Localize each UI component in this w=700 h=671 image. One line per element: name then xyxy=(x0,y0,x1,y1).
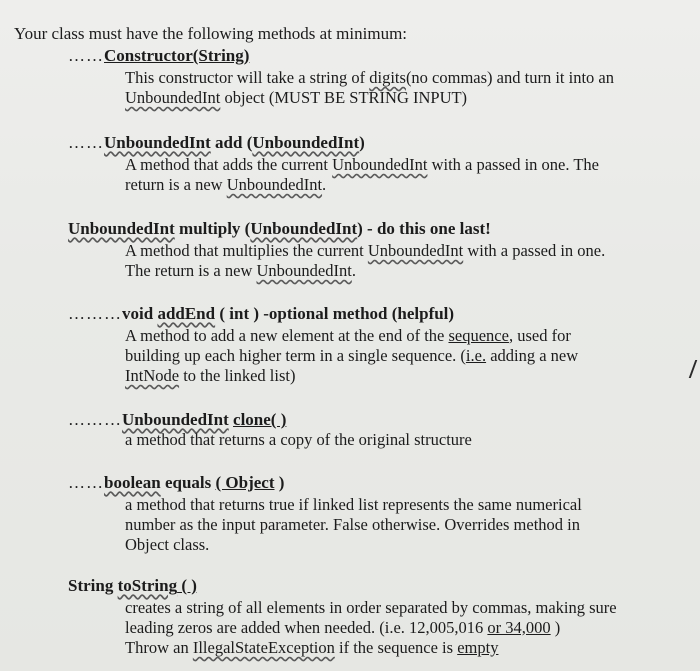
desc-part: Throw an xyxy=(125,638,193,657)
desc-part: . xyxy=(351,261,356,280)
method-constructor-desc-line xyxy=(125,68,614,87)
desc-part: IllegalStateException xyxy=(192,638,335,657)
sig-part: UnboundedInt xyxy=(104,133,211,152)
method-multiply-desc-line xyxy=(125,241,605,260)
desc-part: . xyxy=(322,175,327,194)
desc-part: This constructor will take a string of xyxy=(125,68,370,87)
desc-part: Object class. xyxy=(125,535,210,554)
desc-part: UnboundedInt xyxy=(256,261,352,280)
desc-part: number as the input parameter. False otherwise. Overrides method in xyxy=(125,515,580,534)
desc-part: empty xyxy=(457,638,499,657)
method-tostring-desc-line xyxy=(125,618,560,637)
method-tostring-signature xyxy=(68,576,197,595)
desc-part: UnboundedInt xyxy=(226,175,323,194)
desc-part: with a passed in one. xyxy=(463,241,606,260)
method-equals-desc-line xyxy=(125,495,582,514)
sig-part: ) xyxy=(359,133,365,152)
desc-part: , used for xyxy=(508,326,571,345)
desc-part: or 34,000 xyxy=(487,618,551,637)
sig-part: ) xyxy=(357,219,363,238)
desc-part: with a passed in one. The xyxy=(427,155,599,174)
method-clone-desc-line xyxy=(125,430,472,449)
sig-part: toString xyxy=(117,576,178,595)
sig-part: clone( ) xyxy=(233,410,287,429)
leader-dots: ……… xyxy=(68,304,122,323)
sig-part: ( ) xyxy=(177,576,197,595)
sig-part: UnboundedInt xyxy=(122,410,229,429)
method-equals-desc-line xyxy=(125,515,580,534)
desc-part: leading zeros are added when needed. (i.e. 12,005,016 xyxy=(125,618,488,637)
sig-part: add ( xyxy=(210,133,253,152)
sig-part: addEnd xyxy=(157,304,216,323)
desc-part: UnboundedInt xyxy=(367,241,464,260)
method-clone-signature xyxy=(68,410,286,429)
desc-part: i.e. xyxy=(465,346,487,365)
leader-dots: …… xyxy=(68,133,104,152)
desc-part: IntNode xyxy=(125,366,180,385)
sig-part: boolean xyxy=(104,473,161,492)
leader-dots: …… xyxy=(68,46,104,65)
sig-part: String xyxy=(68,576,118,595)
method-multiply-desc-line xyxy=(125,261,356,280)
desc-part: building up each higher term in a single sequence. ( xyxy=(125,346,466,365)
desc-part: UnboundedInt xyxy=(332,155,428,174)
desc-part: digits xyxy=(369,68,406,87)
method-equals-signature xyxy=(68,473,284,492)
sig-part: Constructor(String) xyxy=(104,46,250,65)
desc-part: if the sequence is xyxy=(334,638,458,657)
desc-part: The return is a new xyxy=(125,261,257,280)
method-constructor-desc-line xyxy=(125,88,467,107)
method-constructor-signature xyxy=(68,46,249,65)
desc-part: adding a new xyxy=(486,346,579,365)
method-add-signature xyxy=(68,133,365,152)
desc-part: a method that returns true if linked list represents the same numerical xyxy=(125,495,582,514)
desc-part: creates a string of all elements in order separated by commas, making sure xyxy=(125,598,617,617)
desc-part: A method that multiplies the current xyxy=(125,241,368,260)
desc-part: (no commas) and turn it into an xyxy=(405,68,614,87)
sig-part: ) xyxy=(274,473,285,492)
intro-text: Your class must have the following methods at minimum: xyxy=(14,24,408,43)
desc-part: return is a new xyxy=(125,175,227,194)
desc-part: a method that returns a copy of the original structure xyxy=(125,430,472,449)
leader-dots: …… xyxy=(68,473,104,492)
sig-part: - do this one last! xyxy=(362,219,491,238)
desc-part: object (MUST BE STRING INPUT) xyxy=(220,88,468,107)
page-edge-mark xyxy=(689,360,700,378)
sig-part: UnboundedInt xyxy=(250,219,358,238)
leader-dots: ……… xyxy=(68,410,122,429)
method-add-desc-line xyxy=(125,155,599,174)
sig-part: equals xyxy=(160,473,216,492)
sig-part: ( Object xyxy=(215,473,275,492)
method-tostring-desc-line xyxy=(125,598,617,617)
sig-part: void xyxy=(122,304,158,323)
method-tostring-desc-line xyxy=(125,638,498,657)
sig-part: UnboundedInt xyxy=(252,133,360,152)
desc-part: UnboundedInt xyxy=(125,88,221,107)
desc-part: sequence xyxy=(448,326,509,345)
method-addend-desc-line xyxy=(125,346,578,365)
method-addend-desc-line xyxy=(125,366,295,385)
desc-part: A method to add a new element at the end of the xyxy=(125,326,449,345)
desc-part: ) xyxy=(550,618,561,637)
method-add-desc-line xyxy=(125,175,326,194)
method-addend-signature xyxy=(68,304,454,323)
sig-part: ( int ) -optional method (helpful) xyxy=(215,304,455,323)
method-multiply-signature xyxy=(68,219,491,238)
desc-part: to the linked list) xyxy=(179,366,296,385)
sig-part: UnboundedInt xyxy=(68,219,175,238)
sig-part: multiply ( xyxy=(174,219,251,238)
method-addend-desc-line xyxy=(125,326,571,345)
desc-part: A method that adds the current xyxy=(125,155,333,174)
method-equals-desc-line xyxy=(125,535,209,554)
